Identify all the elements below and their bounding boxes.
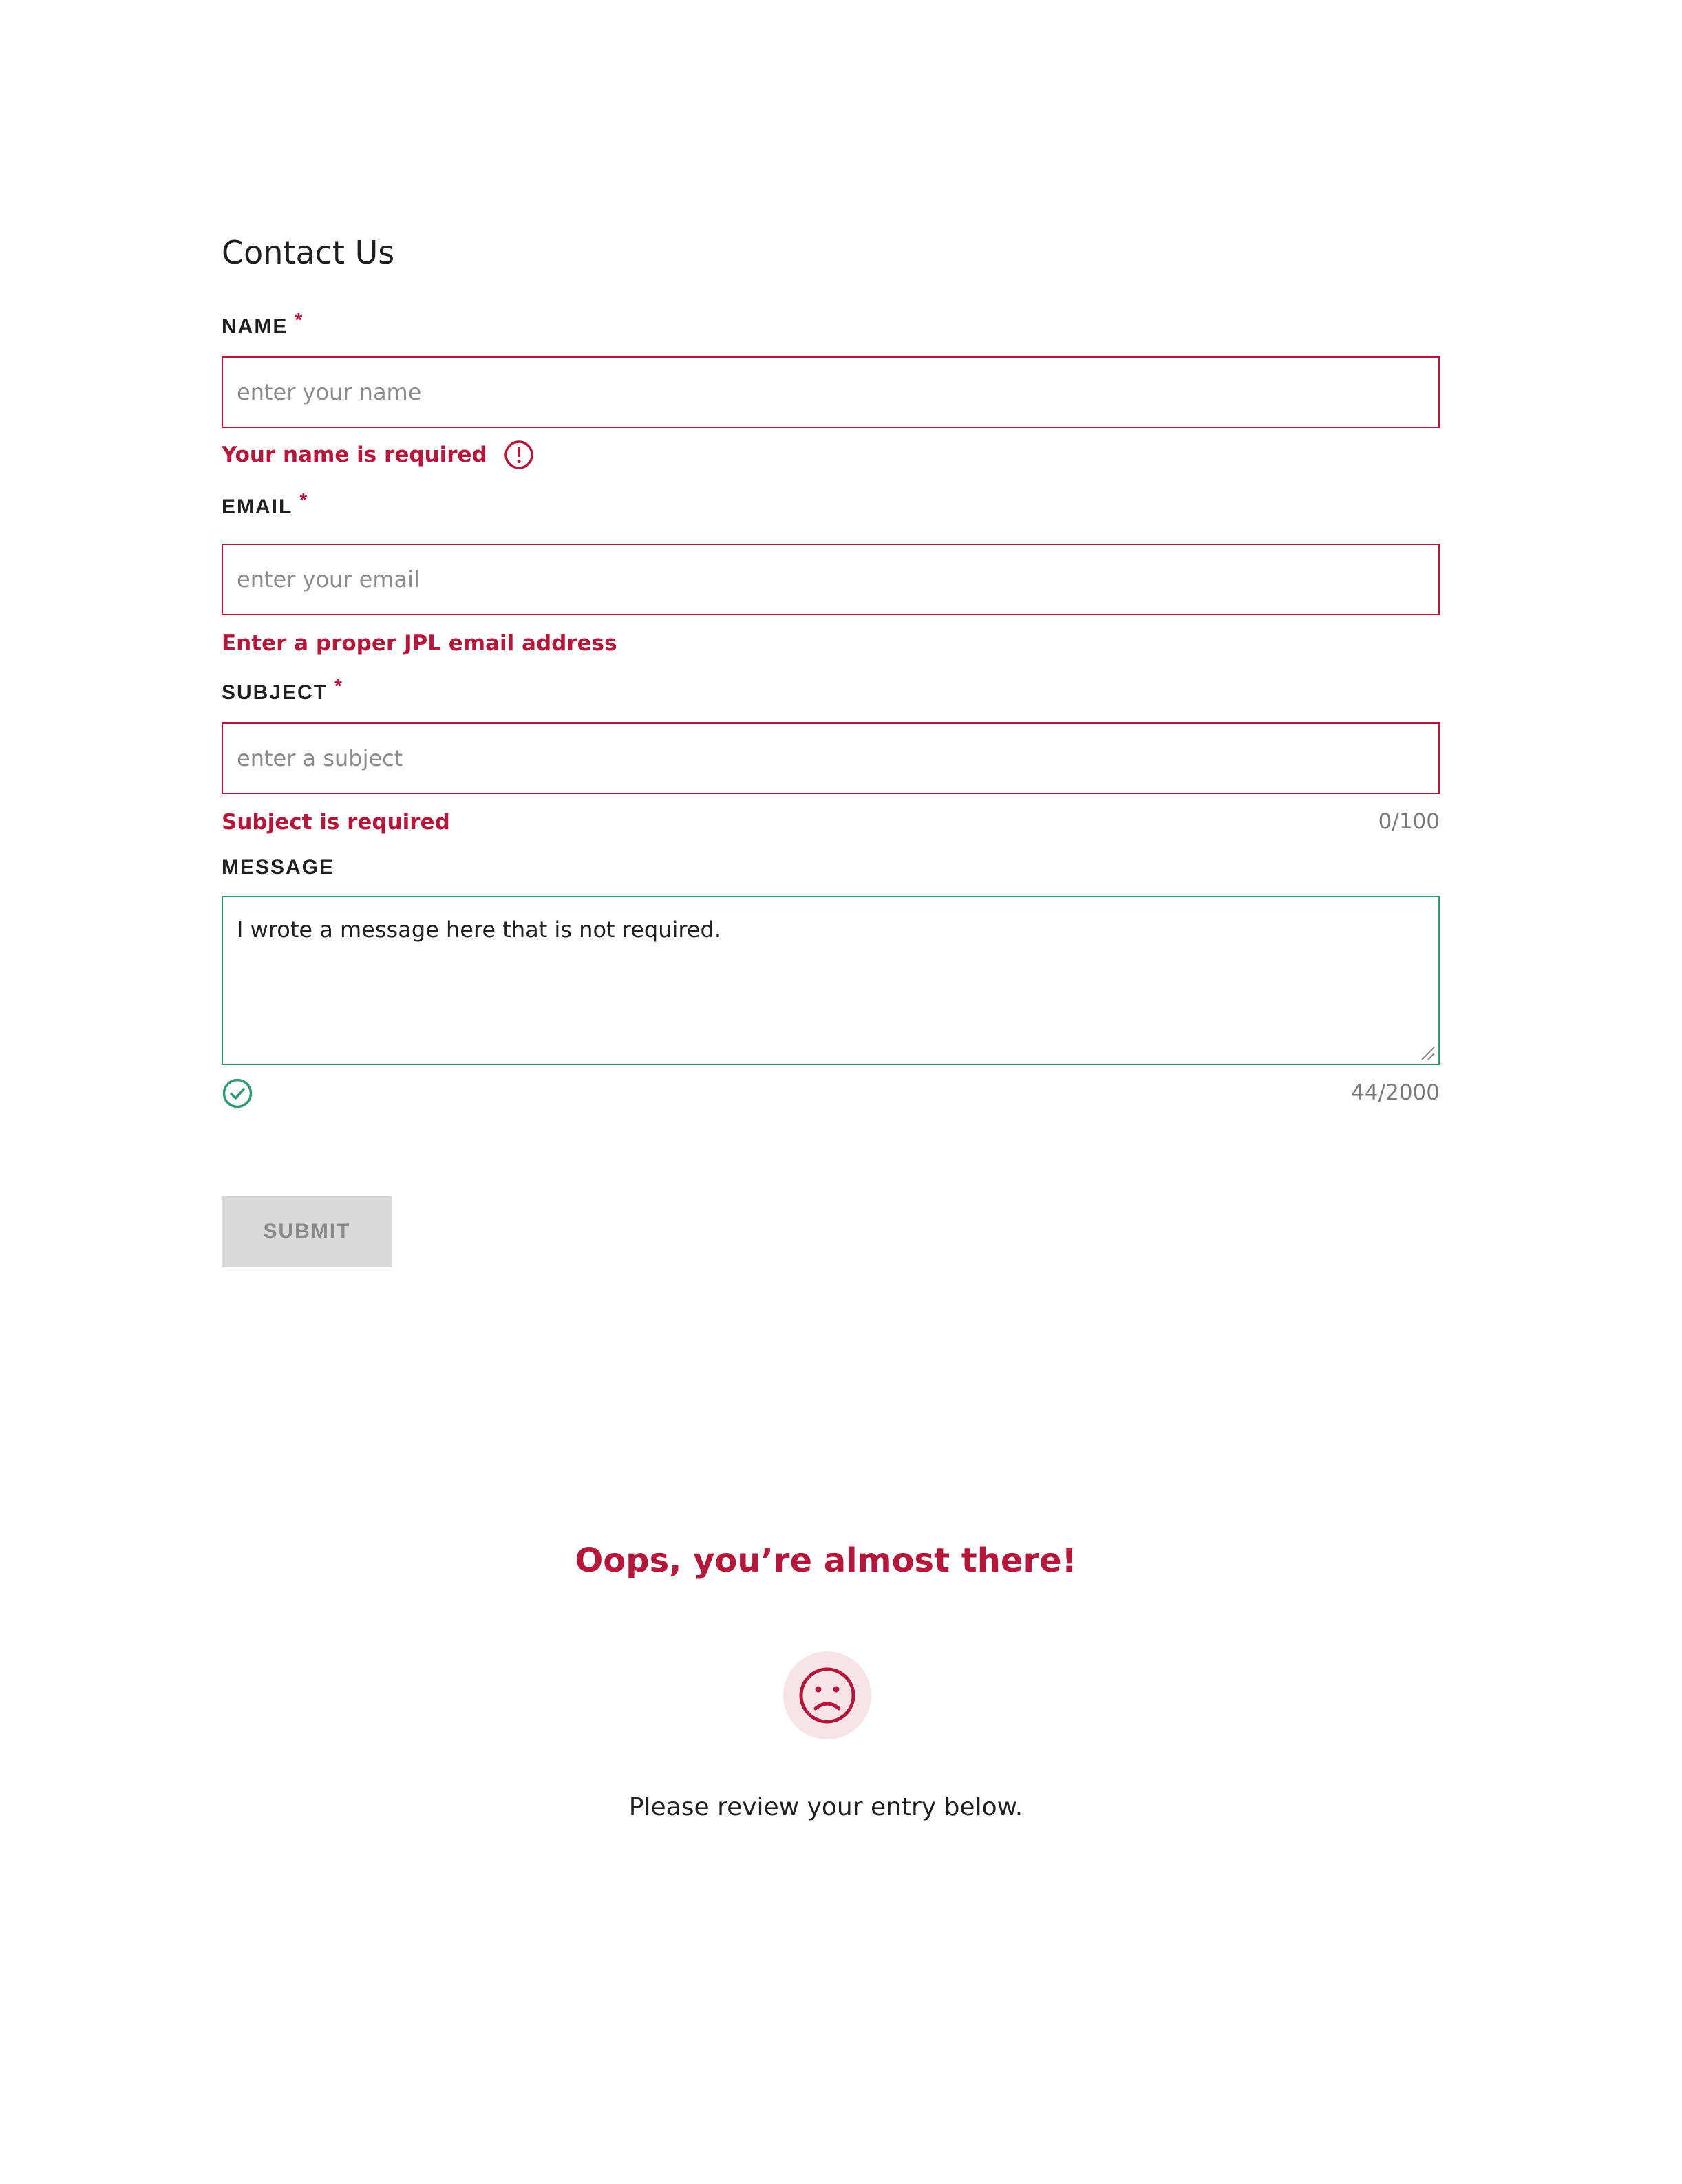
subject-char-counter: 0/100	[1378, 809, 1440, 834]
message-label-text: MESSAGE	[222, 856, 335, 879]
email-label	[222, 489, 309, 519]
submit-button[interactable]: SUBMIT	[222, 1196, 392, 1267]
email-input[interactable]	[222, 544, 1440, 615]
email-error	[222, 628, 617, 659]
required-marker: *	[299, 489, 309, 511]
message-textarea[interactable]	[222, 896, 1440, 1065]
error-heading: Oops, you’re almost there!	[575, 1541, 1077, 1580]
form-title: Contact Us	[222, 234, 395, 271]
message-label	[222, 856, 334, 879]
subject-input[interactable]	[222, 722, 1440, 794]
resize-handle-icon[interactable]	[1419, 1045, 1436, 1061]
name-label	[222, 309, 304, 339]
email-error-text: Enter a proper JPL email address	[222, 631, 617, 656]
name-label-text: NAME	[222, 315, 288, 338]
subject-error	[222, 806, 450, 838]
subject-error-text: Subject is required	[222, 810, 450, 835]
name-error	[222, 439, 534, 471]
sad-face-icon	[783, 1651, 871, 1739]
subject-label	[222, 675, 343, 705]
subject-label-text: SUBJECT	[222, 681, 328, 704]
name-error-text: Your name is required	[222, 442, 487, 467]
exclamation-circle-icon	[504, 440, 534, 470]
required-marker: *	[334, 675, 343, 696]
check-circle-icon	[222, 1078, 253, 1109]
required-marker: *	[295, 309, 304, 330]
message-char-counter: 44/2000	[1351, 1080, 1440, 1105]
review-message: Please review your entry below.	[628, 1793, 1023, 1821]
email-label-text: EMAIL	[222, 495, 293, 518]
name-input[interactable]	[222, 356, 1440, 428]
